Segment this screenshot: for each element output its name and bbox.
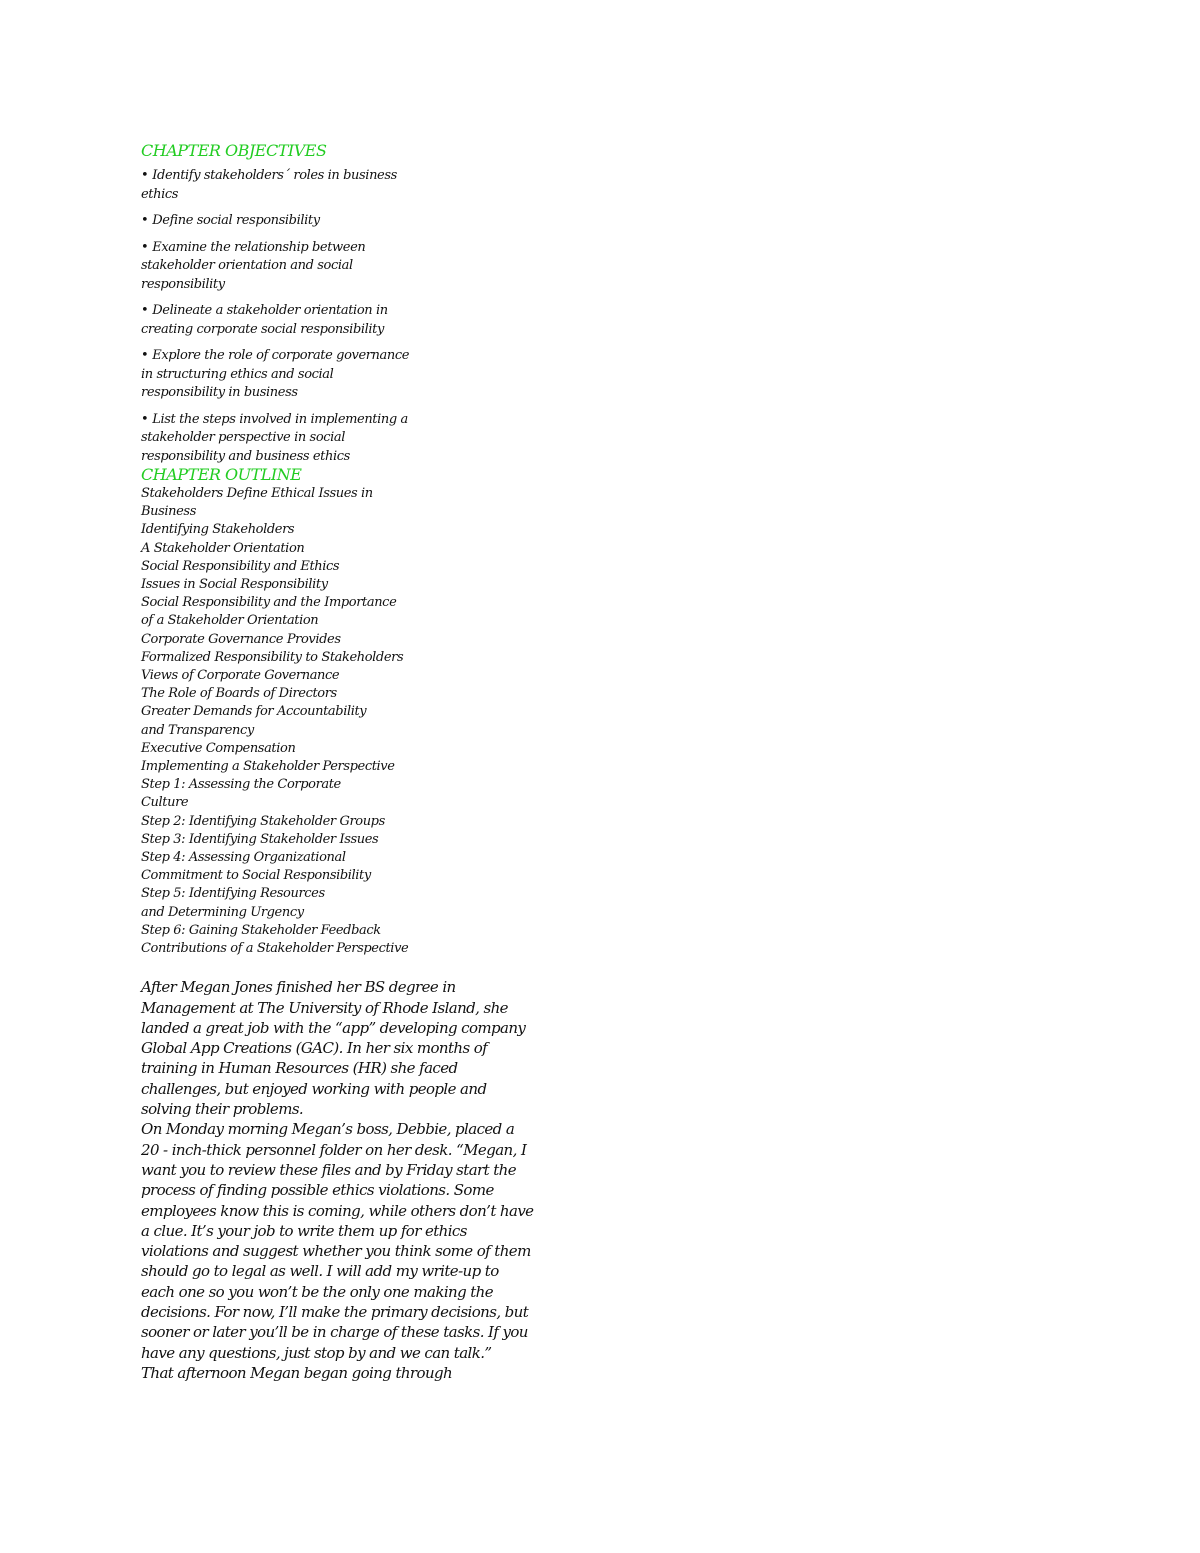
outline-line: Social Responsibility and the Importance	[141, 595, 397, 611]
outline-line: and Determining Urgency	[141, 904, 304, 920]
outline-list	[141, 485, 561, 958]
objective-item: • List the steps involved in implementing a stakeholder perspective in social responsibility and business ethics	[141, 411, 408, 464]
outline-line: Step 3: Identifying Stakeholder Issues	[141, 831, 379, 847]
bullet-icon: •	[141, 213, 149, 228]
objective-item: • Define social responsibility	[141, 213, 320, 228]
objective-item: • Explore the role of corporate governance in structuring ethics and social responsibility in business	[141, 348, 410, 400]
bullet-icon: •	[141, 168, 149, 183]
outline-line: Views of Corporate Governance	[141, 668, 340, 684]
outline-line: Business	[141, 504, 196, 520]
story-paragraph: That afternoon Megan began going through	[141, 1363, 453, 1382]
outline-line: A Stakeholder Orientation	[141, 540, 305, 556]
outline-line: Culture	[141, 795, 189, 811]
outline-line: The Role of Boards of Directors	[141, 686, 337, 702]
objectives-list	[141, 167, 561, 466]
outline-line: Corporate Governance Provides	[141, 631, 341, 647]
outline-line: Issues in Social Responsibility	[141, 577, 328, 593]
outline-line: Identifying Stakeholders	[141, 522, 295, 538]
outline-line: Social Responsibility and Ethics	[141, 558, 340, 574]
objective-item: • Identify stakeholders´ roles in business ethics	[141, 168, 397, 202]
outline-line: Step 6: Gaining Stakeholder Feedback	[141, 922, 381, 938]
outline-line: Stakeholders Define Ethical Issues in	[141, 486, 373, 501]
outline-line: and Transparency	[141, 722, 254, 738]
outline-line: Executive Compensation	[141, 740, 296, 756]
outline-line: Implementing a Stakeholder Perspective	[141, 759, 395, 775]
page-column	[141, 141, 561, 1383]
objectives-heading: CHAPTER OBJECTIVES	[141, 141, 327, 160]
bullet-icon: •	[141, 348, 149, 363]
bullet-icon: •	[141, 411, 149, 427]
story-paragraph: After Megan Jones finished her BS degree in Management at The University of Rhode Island, she landed a great job with the “app” developing company Global App Creations (GAC). In her six months of training in Human Resources (HR) she faced challenges, but enjoyed working with people and solving their problems.	[141, 978, 526, 1119]
outline-line: Step 2: Identifying Stakeholder Groups	[141, 813, 385, 829]
bullet-icon: •	[141, 239, 149, 255]
outline-line: Commitment to Social Responsibility	[141, 868, 371, 884]
outline-line: Step 5: Identifying Resources	[141, 886, 325, 902]
outline-line: Step 1: Assessing the Corporate	[141, 777, 341, 793]
outline-line: of a Stakeholder Orientation	[141, 613, 319, 629]
objective-item: • Examine the relationship between stakeholder orientation and social responsibility	[141, 239, 366, 292]
bullet-icon: •	[141, 303, 149, 318]
outline-line: Contributions of a Stakeholder Perspective	[141, 941, 409, 957]
outline-line: Greater Demands for Accountability	[141, 704, 367, 720]
outline-line: Step 4: Assessing Organizational	[141, 850, 346, 866]
outline-heading: CHAPTER OUTLINE	[141, 465, 302, 484]
objective-item: • Delineate a stakeholder orientation in creating corporate social responsibility	[141, 303, 388, 337]
story-paragraph: On Monday morning Megan’s boss, Debbie, placed a 20 - inch-thick personnel folder on her desk. “Megan, I want you to review these files and by Friday start the process of finding possible ethics violations. Some employees know this is coming, while others don’t have a clue. It’s your job to write them up for ethics violations and suggest whether you think some of them should go to legal as well. I will add my write-up to each one so you won’t be the only one making the decisions. For now, I’ll make the primary decisions, but sooner or later you’ll be in charge of these tasks. If you have any questions, just stop by and we can talk.”	[141, 1120, 534, 1362]
opening-story	[141, 977, 561, 1383]
outline-line: Formalized Responsibility to Stakeholders	[141, 649, 404, 665]
